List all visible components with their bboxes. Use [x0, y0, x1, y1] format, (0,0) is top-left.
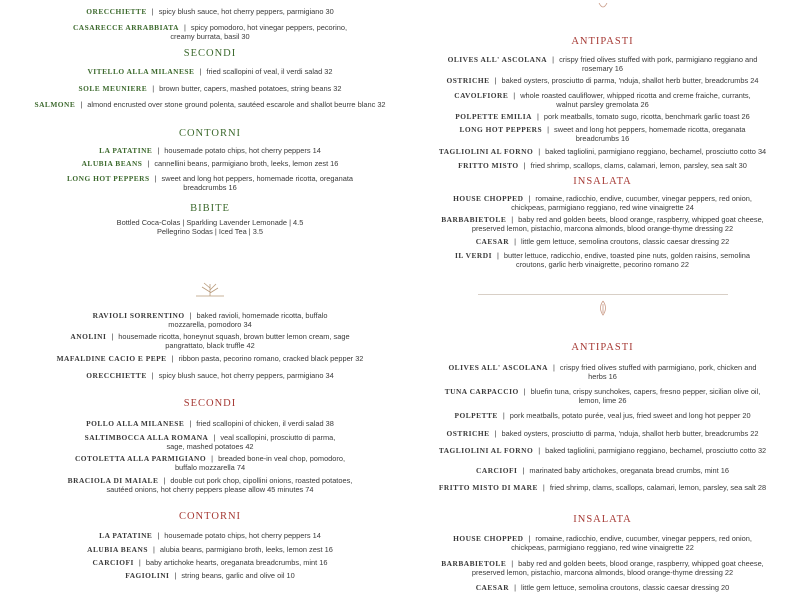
item-name: POLLO ALLA MILANESE [86, 419, 185, 428]
item-desc: baked tagliolini, parmigiano reggiano, bechamel, prosciutto cotto 34 [545, 147, 767, 156]
menu-item: LA PATATINE | housemade potato chips, hot cherry peppers 14 [99, 531, 321, 540]
menu-item: HOUSE CHOPPED | romaine, radicchio, endive, cucumber, vinegar peppers, red onion, chickpeas, parmigiano reggiano, red wine vinaigrette 22 [453, 534, 752, 552]
menu-item: FAGIOLINI | string beans, garlic and olive oil 10 [125, 571, 295, 580]
item-name: OSTRICHE [446, 76, 490, 85]
leaf-ornament-icon [430, 0, 775, 18]
menu-item: CAESAR | little gem lettuce, semolina croutons, classic caesar dressing 22 [475, 237, 730, 246]
item-desc: brown butter, capers, mashed potatoes, string beans 32 [159, 84, 342, 93]
item-desc: romaine, radicchio, endive, cucumber, vinegar peppers, red onion, chickpeas, parmigiano reggiano, red wine vinaigrette 24 [511, 194, 752, 212]
item-desc: crispy fried olives stuffed with parmigiano, pork, chicken and herbs 16 [559, 363, 757, 381]
item-name: LA PATATINE [99, 146, 153, 155]
menu-item: IL VERDI | butter lettuce, radicchio, endive, toasted pine nuts, golden raisins, semolina croutons, garlic herb vinaigrette, pecorino romano 22 [455, 251, 750, 269]
item-desc: pork meatballs, potato purée, veal jus, fried sweet and long hot pepper 20 [509, 411, 751, 420]
item-name: CARCIOFI [92, 558, 134, 567]
item-desc: sweet and long hot peppers, homemade ricotta, oreganata breadcrumbs 16 [554, 125, 746, 143]
item-name: ALUBIA BEANS [81, 159, 143, 168]
menu-item: CARCIOFI | marinated baby artichokes, oreganata bread crumbs, mint 16 [476, 466, 729, 475]
section-title-secondi: SECONDI [183, 48, 237, 59]
menu-item: HOUSE CHOPPED | romaine, radicchio, endive, cucumber, vinegar peppers, red onion, chickpeas, parmigiano reggiano, red wine vinaigrette 24 [453, 194, 752, 212]
item-desc: fried shrimp, scallops, clams, calamari, lemon, parsley, sea salt 30 [530, 161, 747, 170]
item-desc: housemade potato chips, hot cherry peppers 14 [164, 531, 321, 540]
item-desc: housemade ricotta, honeynut squash, brown butter lemon cream, sage pangrattato, black truffle 42 [118, 332, 350, 350]
item-name: SOLE MEUNIERE [78, 84, 148, 93]
section-title-secondi: SECONDI [183, 398, 237, 409]
menu-item: CASARECCE ARRABBIATA | spicy pomodoro, hot vinegar peppers, pecorino, creamy burrata, basil 30 [72, 23, 348, 41]
item-name: POLPETTE [454, 411, 498, 420]
item-name: SALTIMBOCCA ALLA ROMANA [84, 433, 209, 442]
menu-item: ALUBIA BEANS | cannellini beans, parmigiano broth, leeks, lemon zest 16 [81, 159, 339, 168]
item-desc: butter lettuce, radicchio, endive, toasted pine nuts, golden raisins, semolina croutons, garlic herb vinaigrette, pecorino romano 22 [503, 251, 750, 269]
item-desc: baby red and golden beets, blood orange, raspberry, whipped goat cheese, preserved lemon, pistachio, marcona almonds, blood orange-thyme dressing 22 [471, 215, 764, 233]
item-desc: spicy blush sauce, hot cherry peppers, parmigiano 34 [158, 371, 334, 380]
item-desc: fried scallopini of veal, il verdi salad 32 [206, 67, 333, 76]
item-name: CAVOLFIORE [454, 91, 509, 100]
section-title-contorni: CONTORNI [178, 128, 242, 139]
section-title-contorni: CONTORNI [178, 511, 242, 522]
item-desc: bluefin tuna, crispy sunchokes, capers, fresno pepper, sicilian olive oil, lemon, lime 26 [530, 387, 761, 405]
menu-item: SALTIMBOCCA ALLA ROMANA | veal scallopini, prosciutto di parma, sage, mashed potatoes 42 [84, 433, 336, 451]
item-desc: baked oysters, prosciutto di parma, 'nduja, shallot herb butter, breadcrumbs 24 [501, 76, 759, 85]
item-desc: alubia beans, parmigiano broth, leeks, lemon zest 16 [159, 545, 333, 554]
menu-item: CARCIOFI | baby artichoke hearts, oreganata breadcrumbs, mint 16 [92, 558, 328, 567]
menu-item: BARBABIETOLE | baby red and golden beets, blood orange, raspberry, whipped goat cheese, preserved lemon, pistachio, marcona almonds, blood orange-thyme dressing 22 [441, 559, 764, 577]
menu-item: MAFALDINE CACIO E PEPE | ribbon pasta, pecorino romano, cracked black pepper 32 [56, 354, 364, 363]
item-desc: fried shrimp, clams, scallops, calamari, lemon, parsley, sea salt 28 [549, 483, 767, 492]
item-desc: baby red and golden beets, blood orange, raspberry, whipped goat cheese, preserved lemon, pistachio, marcona almonds, blood orange-thyme dressing 22 [471, 559, 764, 577]
item-name: OLIVES ALL' ASCOLANA [447, 55, 548, 64]
menu-item: LA PATATINE | housemade potato chips, hot cherry peppers 14 [99, 146, 321, 155]
item-name: FRITTO MISTO DI MARE [438, 483, 538, 492]
item-desc: cannellini beans, parmigiano broth, leeks, lemon zest 16 [154, 159, 339, 168]
menu-item: COTOLETTA ALLA PARMIGIANO | breaded bone-in veal chop, pomodoro, buffalo mozzarella 74 [74, 454, 346, 472]
item-desc: spicy blush sauce, hot cherry peppers, parmigiano 30 [158, 7, 334, 16]
item-desc: double cut pork chop, cipollini onions, roasted potatoes, sautéed onions, hot cherry peppers please allow 45 minutes 74 [106, 476, 353, 494]
item-name: VITELLO ALLA MILANESE [87, 67, 195, 76]
menu-item: OSTRICHE | baked oysters, prosciutto di parma, 'nduja, shallot herb butter, breadcrumbs 24 [446, 76, 759, 85]
item-name: SALMONE [34, 100, 76, 109]
item-desc: spicy pomodoro, hot vinegar peppers, pecorino, creamy burrata, basil 30 [170, 23, 348, 41]
item-name: MAFALDINE CACIO E PEPE [56, 354, 167, 363]
item-name: RAVIOLI SORRENTINO [92, 311, 185, 320]
item-desc: romaine, radicchio, endive, cucumber, vinegar peppers, red onion, chickpeas, parmigiano reggiano, red wine vinaigrette 22 [511, 534, 752, 552]
wheat-ornament-icon [10, 280, 410, 303]
menu-item: OSTRICHE | baked oysters, prosciutto di parma, 'nduja, shallot herb butter, breadcrumbs 22 [446, 429, 759, 438]
menu-item: FRITTO MISTO DI MARE | fried shrimp, clams, scallops, calamari, lemon, parsley, sea salt 28 [438, 483, 767, 492]
item-desc: baked tagliolini, parmigiano reggiano, bechamel, prosciutto cotto 32 [545, 446, 767, 455]
item-name: FRITTO MISTO [458, 161, 519, 170]
item-desc: string beans, garlic and olive oil 10 [181, 571, 295, 580]
menu-item: POLPETTE EMILIA | pork meatballs, tomato sugo, ricotta, benchmark garlic toast 26 [455, 112, 750, 121]
item-name: HOUSE CHOPPED [453, 534, 524, 543]
item-desc: marinated baby artichokes, oreganata bread crumbs, mint 16 [529, 466, 729, 475]
menu-item: RAVIOLI SORRENTINO | baked ravioli, homemade ricotta, buffalo mozzarella, pomodoro 34 [92, 311, 328, 329]
item-name: BARBABIETOLE [441, 559, 507, 568]
item-name: TAGLIOLINI AL FORNO [438, 446, 534, 455]
item-name: OLIVES ALL' ASCOLANA [448, 363, 548, 372]
bibite-line-1: Bottled Coca-Colas | Sparkling Lavender Lemonade | 4.5 [116, 218, 304, 227]
item-desc: baby artichoke hearts, oreganata breadcrumbs, mint 16 [145, 558, 328, 567]
item-desc: baked ravioli, homemade ricotta, buffalo mozzarella, pomodoro 34 [168, 311, 328, 329]
item-name: TUNA CARPACCIO [444, 387, 519, 396]
item-desc: crispy fried olives stuffed with pork, parmigiano reggiano and rosemary 16 [559, 55, 758, 73]
item-name: OSTRICHE [446, 429, 490, 438]
section-divider [478, 294, 728, 295]
menu-item: FRITTO MISTO | fried shrimp, scallops, clams, calamari, lemon, parsley, sea salt 30 [458, 161, 747, 170]
item-desc: whole roasted cauliflower, whipped ricotta and creme fraiche, currants, walnut parsley gremolata 26 [520, 91, 751, 109]
menu-item: VITELLO ALLA MILANESE | fried scallopini of veal, il verdi salad 32 [87, 67, 333, 76]
section-title-antipasti: ANTIPASTI [571, 342, 634, 353]
menu-item: OLIVES ALL' ASCOLANA | crispy fried olives stuffed with parmigiano, pork, chicken and herbs 16 [448, 363, 757, 381]
menu-item: BARBABIETOLE | baby red and golden beets, blood orange, raspberry, whipped goat cheese, preserved lemon, pistachio, marcona almonds, blood orange-thyme dressing 22 [441, 215, 764, 233]
item-name: ANOLINI [70, 332, 107, 341]
item-desc: pork meatballs, tomato sugo, ricotta, benchmark garlic toast 26 [543, 112, 750, 121]
item-name: CASARECCE ARRABBIATA [72, 23, 179, 32]
menu-item: POLLO ALLA MILANESE | fried scallopini of chicken, il verdi salad 38 [86, 419, 334, 428]
menu-item: ORECCHIETTE | spicy blush sauce, hot cherry peppers, parmigiano 34 [86, 371, 334, 380]
item-name: LA PATATINE [99, 531, 153, 540]
bibite-line-2: Pellegrino Sodas | Iced Tea | 3.5 [156, 227, 263, 236]
menu-item: LONG HOT PEPPERS | sweet and long hot peppers, homemade ricotta, oreganata breadcrumbs 16 [67, 174, 353, 192]
item-name: LONG HOT PEPPERS [67, 174, 150, 183]
item-desc: sweet and long hot peppers, homemade ricotta, oreganata breadcrumbs 16 [161, 174, 353, 192]
menu-item: BRACIOLA DI MAIALE | double cut pork chop, cipollini onions, roasted potatoes, sautéed onions, hot cherry peppers please allow 45 minutes 74 [67, 476, 353, 494]
item-desc: fried scallopini of chicken, il verdi salad 38 [196, 419, 334, 428]
item-name: LONG HOT PEPPERS [459, 125, 543, 134]
item-desc: breaded bone-in veal chop, pomodoro, buffalo mozzarella 74 [174, 454, 346, 472]
item-name: CAESAR [475, 583, 510, 592]
leaf-ornament-icon [430, 300, 775, 321]
item-desc: little gem lettuce, semolina croutons, classic caesar dressing 22 [521, 237, 730, 246]
menu-item: TAGLIOLINI AL FORNO | baked tagliolini, parmigiano reggiano, bechamel, prosciutto cotto 34 [438, 147, 767, 156]
item-desc: veal scallopini, prosciutto di parma, sage, mashed potatoes 42 [166, 433, 336, 451]
section-title-insalata: INSALATA [573, 514, 632, 525]
menu-item: POLPETTE | pork meatballs, potato purée, veal jus, fried sweet and long hot pepper 20 [454, 411, 751, 420]
item-name: TAGLIOLINI AL FORNO [438, 147, 534, 156]
item-name: POLPETTE EMILIA [455, 112, 532, 121]
menu-item: ORECCHIETTE | spicy blush sauce, hot cherry peppers, parmigiano 30 [86, 7, 334, 16]
menu-item: CAVOLFIORE | whole roasted cauliflower, whipped ricotta and creme fraiche, currants, walnut parsley gremolata 26 [454, 91, 751, 109]
menu-item: ANOLINI | housemade ricotta, honeynut squash, brown butter lemon cream, sage pangrattato, black truffle 42 [70, 332, 350, 350]
menu-item: CAESAR | little gem lettuce, semolina croutons, classic caesar dressing 20 [475, 583, 730, 592]
item-name: CARCIOFI [476, 466, 518, 475]
item-name: ORECCHIETTE [86, 7, 147, 16]
item-desc: baked oysters, prosciutto di parma, 'nduja, shallot herb butter, breadcrumbs 22 [501, 429, 759, 438]
item-name: BRACIOLA DI MAIALE [67, 476, 159, 485]
item-name: COTOLETTA ALLA PARMIGIANO [74, 454, 207, 463]
item-name: CAESAR [475, 237, 510, 246]
item-desc: almond encrusted over stone ground polenta, sautéed escarole and shallot beurre blanc 32 [87, 100, 386, 109]
menu-item: TUNA CARPACCIO | bluefin tuna, crispy sunchokes, capers, fresno pepper, sicilian olive oil, lemon, lime 26 [444, 387, 761, 405]
menu-item: TAGLIOLINI AL FORNO | baked tagliolini, parmigiano reggiano, bechamel, prosciutto cotto 32 [438, 446, 767, 455]
menu-item: SALMONE | almond encrusted over stone ground polenta, sautéed escarole and shallot beurre blanc 32 [34, 100, 386, 109]
item-name: ALUBIA BEANS [87, 545, 148, 554]
item-desc: little gem lettuce, semolina croutons, classic caesar dressing 20 [521, 583, 730, 592]
section-title-insalata: INSALATA [573, 176, 632, 187]
section-title-antipasti: ANTIPASTI [571, 36, 634, 47]
item-name: IL VERDI [455, 251, 492, 260]
item-desc: housemade potato chips, hot cherry peppers 14 [164, 146, 321, 155]
item-name: ORECCHIETTE [86, 371, 147, 380]
item-name: FAGIOLINI [125, 571, 170, 580]
menu-item: SOLE MEUNIERE | brown butter, capers, mashed potatoes, string beans 32 [78, 84, 342, 93]
menu-item: OLIVES ALL' ASCOLANA | crispy fried olives stuffed with pork, parmigiano reggiano and rosemary 16 [447, 55, 758, 73]
menu-item: LONG HOT PEPPERS | sweet and long hot peppers, homemade ricotta, oreganata breadcrumbs 16 [459, 125, 746, 143]
menu-item: ALUBIA BEANS | alubia beans, parmigiano broth, leeks, lemon zest 16 [87, 545, 333, 554]
section-title-bibite: BIBITE [190, 203, 230, 214]
item-desc: ribbon pasta, pecorino romano, cracked black pepper 32 [178, 354, 364, 363]
item-name: HOUSE CHOPPED [453, 194, 524, 203]
item-name: BARBABIETOLE [441, 215, 507, 224]
